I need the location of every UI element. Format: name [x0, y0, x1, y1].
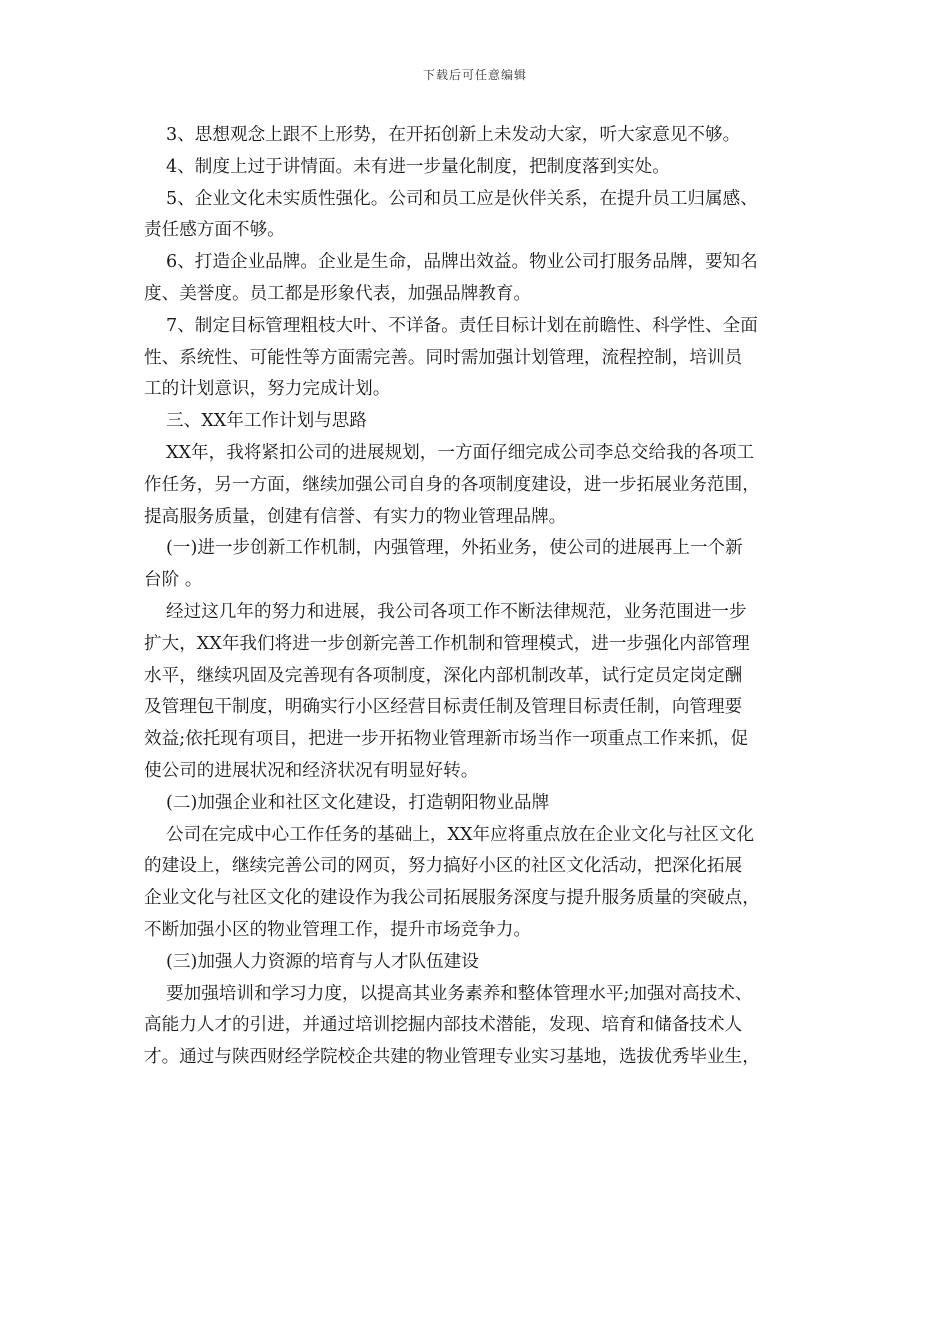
text-line: 公司在完成中心工作任务的基础上，XX年应将重点放在企业文化与社区文化 [166, 824, 755, 845]
paragraph [144, 152, 824, 184]
page-header: 下载后可任意编辑 [422, 68, 527, 82]
text-line: 4、制度上过于讲情面。未有进一步量化制度，把制度落到实处。 [166, 156, 670, 177]
paragraph [144, 247, 824, 311]
text-line: 效益;依托现有项目，把进一步开拓物业管理新市场当作一项重点工作来抓，促 [144, 729, 749, 750]
text-line: (二)加强企业和社区文化建设，打造朝阳物业品牌 [166, 792, 550, 813]
text-line: 使公司的进展状况和经济状况有明显好转。 [144, 760, 479, 781]
text-line: 不断加强小区的物业管理工作，提升市场竞争力。 [144, 919, 532, 940]
paragraph [144, 820, 824, 947]
paragraph [144, 311, 824, 406]
paragraph [144, 438, 824, 533]
paragraph [144, 597, 824, 788]
text-line: 才。通过与陕西财经学院校企共建的物业管理专业实习基地，选拔优秀毕业生， [144, 1047, 760, 1068]
paragraph [144, 120, 824, 152]
text-line: 高能力人才的引进，并通过培训挖掘内部技术潜能，发现、培育和储备技术人 [144, 1015, 743, 1036]
text-line: 提高服务质量，创建有信誉、有实力的物业管理品牌。 [144, 506, 567, 527]
text-line: 作任务，另一方面，继续加强公司自身的各项制度建设，进一步拓展业务范围， [144, 474, 760, 495]
text-line: (一)进一步创新工作机制，内强管理，外拓业务，使公司的进展再上一个新 [166, 538, 743, 559]
text-line: 三、XX年工作计划与思路 [166, 411, 367, 432]
text-line: 经过这几年的努力和进展，我公司各项工作不断法律规范，业务范围进一步 [166, 601, 747, 622]
text-line: 要加强培训和学习力度，以提高其业务素养和整体管理水平;加强对高技术、 [166, 983, 753, 1004]
paragraph [144, 788, 824, 820]
paragraph [144, 979, 824, 1074]
text-line: 及管理包干制度，明确实行小区经营目标责任制及管理目标责任制，向管理要 [144, 697, 743, 718]
paragraph [144, 533, 824, 597]
paragraph [144, 406, 824, 438]
text-line: 5、企业文化未实质性强化。公司和员工应是伙伴关系，在提升员工归属感、 [166, 188, 758, 209]
text-line: 的建设上，继续完善公司的网页，努力搞好小区的社区文化活动，把深化拓展 [144, 856, 743, 877]
text-line: 工的计划意识，努力完成计划。 [144, 379, 391, 400]
document-body [144, 120, 824, 1074]
text-line: 企业文化与社区文化的建设作为我公司拓展服务深度与提升服务质量的突破点， [144, 888, 760, 909]
paragraph [144, 947, 824, 979]
text-line: 7、制定目标管理粗枝大叶、不详备。责任目标计划在前瞻性、科学性、全面 [166, 315, 758, 336]
paragraph [144, 184, 824, 248]
text-line: 6、打造企业品牌。企业是生命，品牌出效益。物业公司打服务品牌，要知名 [166, 252, 758, 273]
text-line: XX年，我将紧扣公司的进展规划，一方面仔细完成公司李总交给我的各项工 [166, 442, 755, 463]
text-line: (三)加强人力资源的培育与人才队伍建设 [166, 951, 479, 972]
text-line: 性、系统性、可能性等方面需完善。同时需加强计划管理，流程控制，培训员 [144, 347, 743, 368]
text-line: 责任感方面不够。 [144, 220, 285, 241]
text-line: 扩大，XX年我们将进一步创新完善工作机制和管理模式，进一步强化内部管理 [144, 633, 750, 654]
text-line: 台阶 。 [144, 570, 203, 591]
text-line: 3、思想观念上跟不上形势，在开拓创新上未发动大家，听大家意见不够。 [166, 125, 741, 145]
text-line: 度、美誉度。员工都是形象代表，加强品牌教育。 [144, 283, 532, 304]
text-line: 水平，继续巩固及完善现有各项制度，深化内部机制改革，试行定员定岗定酬 [144, 665, 743, 686]
